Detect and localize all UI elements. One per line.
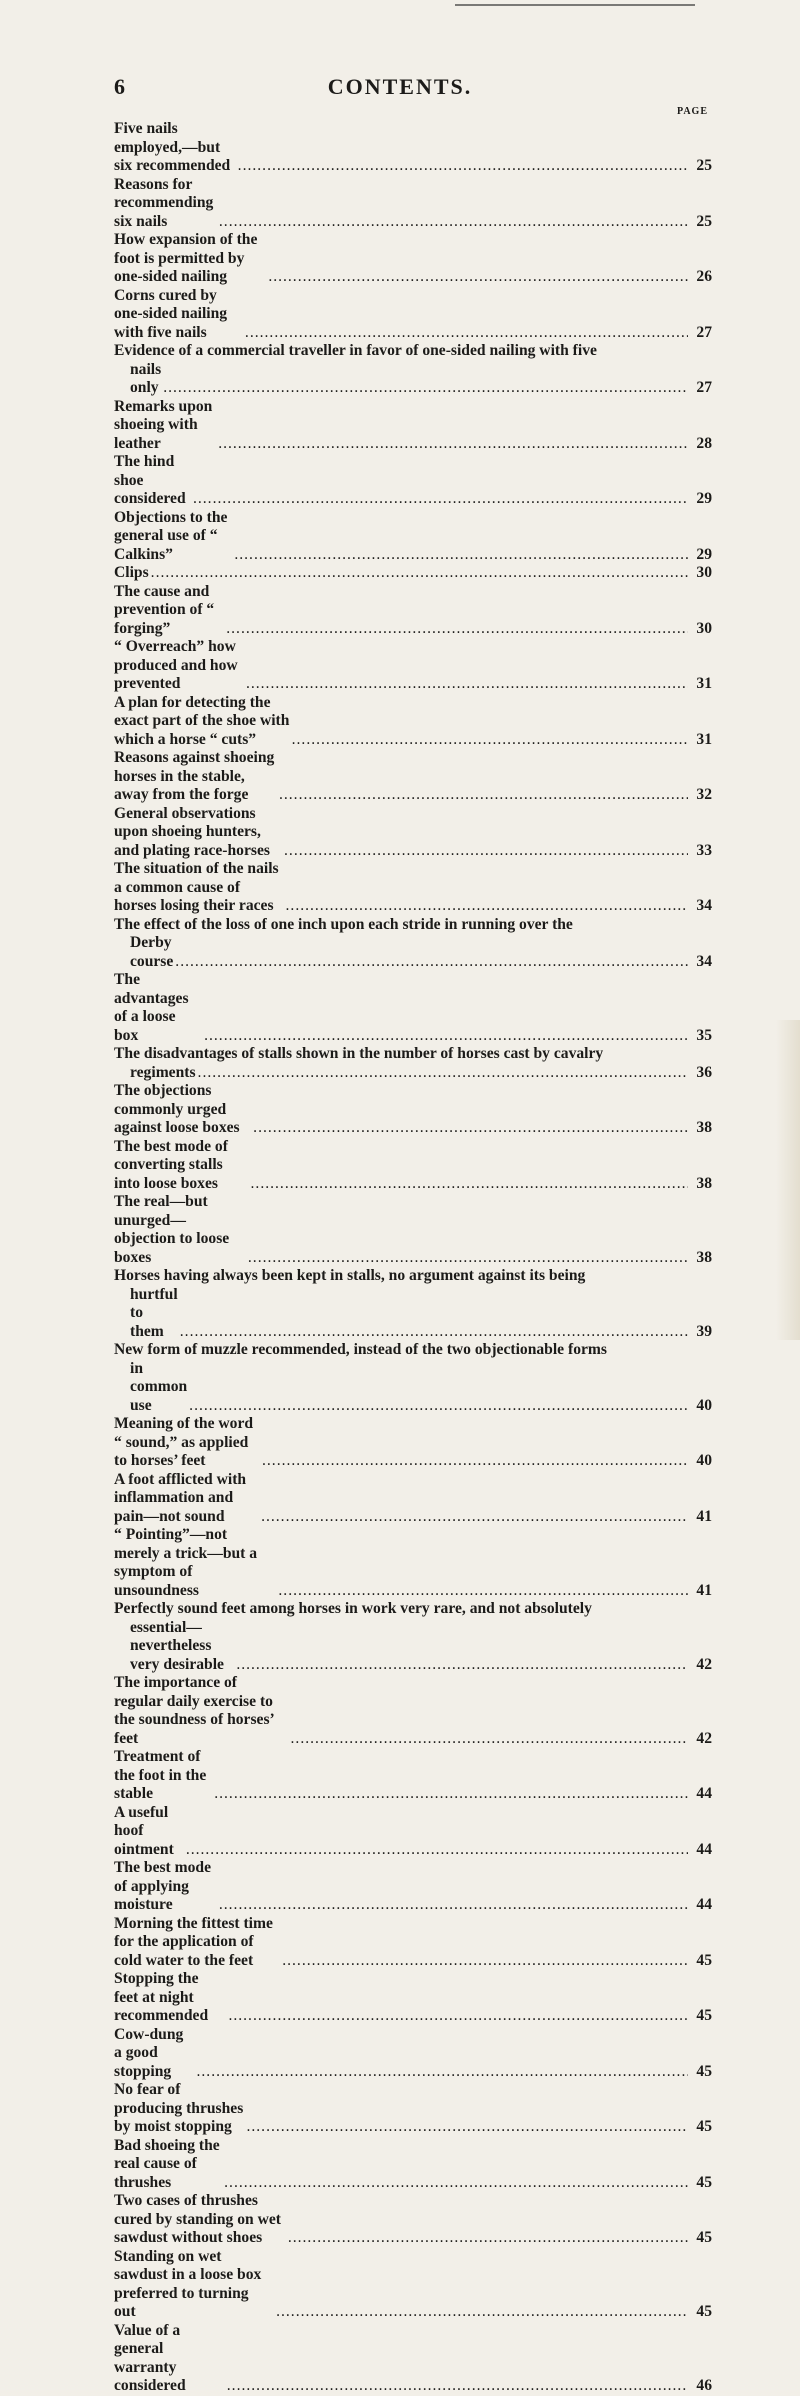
contents-entry [114, 749, 712, 805]
entry-row [114, 805, 712, 861]
dot-leader [204, 1027, 688, 1046]
dot-leader [224, 2174, 688, 2193]
entry-page-number: 33 [696, 841, 712, 859]
contents-entry [114, 231, 712, 287]
entry-text: Objections to the general use of “ Calkins” [114, 508, 228, 563]
entry-text: Corns cured by one-sided nailing with five nails [114, 286, 228, 341]
contents-entry [114, 805, 712, 861]
entry-text: The situation of the nails a common cause of horses losing their races [114, 860, 279, 914]
entry-row [114, 1360, 712, 1416]
entry-row [114, 860, 712, 916]
entry-page-number: 34 [696, 897, 712, 914]
entry-page-number: 32 [696, 786, 712, 803]
contents-entry [114, 287, 712, 343]
page-column-label: PAGE [676, 106, 708, 117]
contents-entry [114, 971, 712, 1045]
entry-row [114, 2137, 712, 2193]
dot-leader [186, 1841, 688, 1860]
entry-text: How expansion of the foot is permitted by one-sided nailing [114, 231, 258, 285]
entry-row [114, 1915, 712, 1971]
entry-page-number: 45 [696, 2229, 712, 2246]
page-header [0, 60, 800, 100]
contents-entry [114, 1045, 712, 1082]
entry-page-number: 40 [696, 1396, 712, 1414]
entry-row [114, 287, 712, 343]
entry-row [114, 934, 712, 971]
dot-leader [282, 1952, 688, 1971]
dot-leader [288, 2229, 688, 2248]
entry-page-number: 45 [696, 2062, 712, 2080]
entry-row [114, 2081, 712, 2137]
entry-text: Stopping the feet at night recommended [114, 1970, 209, 2024]
entry-row [114, 1471, 712, 1527]
entry-page-number: 45 [696, 2007, 712, 2024]
entry-row [114, 2248, 712, 2322]
entry-page-number: 38 [696, 1119, 712, 1136]
entry-text: Derby course [130, 934, 174, 970]
entry-row [114, 2192, 712, 2248]
entry-page-number: 38 [696, 1248, 712, 1266]
dot-leader [291, 1730, 688, 1749]
entry-page-number: 34 [696, 952, 712, 970]
entry-row [114, 1619, 712, 1675]
entry-row [114, 1138, 712, 1194]
entry-text: The best mode of applying moisture [114, 1859, 212, 1913]
entry-text: The hind shoe considered [114, 453, 186, 507]
contents-entry [114, 1970, 712, 2026]
dot-leader [253, 1119, 688, 1138]
entry-page-number: 45 [696, 1951, 712, 1969]
entry-text: Reasons against shoeing horses in the stable, away from the forge [114, 749, 275, 803]
entry-row [114, 749, 712, 805]
entry-page-number: 41 [696, 1507, 712, 1525]
entry-row [114, 583, 712, 639]
page-edge-stain [776, 1020, 800, 1340]
contents-entry [114, 638, 712, 694]
dot-leader [278, 1582, 688, 1601]
contents-entry [114, 1915, 712, 1971]
entry-text: The importance of regular daily exercise to the soundness of horses’ feet [114, 1674, 274, 1747]
entry-text: The real—but unurged—objection to loose boxes [114, 1193, 230, 1266]
dot-leader [286, 897, 688, 916]
entry-text-line: New form of muzzle recommended, instead of the two objectionable forms [114, 1341, 607, 1358]
entry-text: Meaning of the word “ sound,” as applied to horses’ feet [114, 1415, 254, 1469]
dot-leader [219, 1896, 688, 1915]
entry-row [114, 231, 712, 287]
entry-page-number: 27 [696, 379, 712, 396]
entry-text: The objections commonly urged against loose boxes [114, 1082, 240, 1136]
contents-entry [114, 1600, 712, 1674]
dot-leader [214, 1785, 688, 1804]
entry-page-number: 44 [696, 1896, 712, 1913]
dot-leader [276, 2303, 688, 2322]
contents-entry [114, 1138, 712, 1194]
entry-text: Treatment of the foot in the stable [114, 1748, 207, 1802]
contents-entry [114, 1415, 712, 1471]
entry-text: Reasons for recommending six nails [114, 175, 214, 230]
entry-page-number: 45 [696, 2173, 712, 2191]
entry-row [114, 1064, 712, 1083]
entry-text: A plan for detecting the exact part of the shoe with which a horse “ cuts” [114, 693, 290, 748]
contents-entry [114, 342, 712, 398]
entry-page-number: 38 [696, 1174, 712, 1192]
entry-page-number: 39 [696, 1322, 712, 1340]
entry-row [114, 694, 712, 750]
entry-text: hurtful to them [130, 1285, 178, 1340]
entry-page-number: 42 [696, 1729, 712, 1747]
entry-page-number: 46 [696, 2377, 712, 2394]
entry-page-number: 31 [696, 730, 712, 748]
entry-row [114, 398, 712, 454]
contents-entry [114, 1471, 712, 1527]
entry-text-line: Perfectly sound feet among horses in work very rare, and not absolutely [114, 1600, 592, 1617]
entry-row [114, 1804, 712, 1860]
entry-text: Bad shoeing the real cause of thrushes [114, 2136, 220, 2191]
dot-leader [268, 268, 688, 287]
contents-entry [114, 2081, 712, 2137]
entry-text: No fear of producing thrushes by moist stopping [114, 2081, 244, 2135]
entry-row [114, 361, 712, 398]
contents-entry [114, 694, 712, 750]
entry-page-number: 29 [696, 545, 712, 563]
entry-row [114, 2322, 712, 2396]
entry-text: nails only [130, 360, 162, 396]
running-title: CONTENTS. [327, 74, 473, 99]
entry-row [114, 453, 712, 509]
entry-row [114, 1970, 712, 2026]
entry-row [114, 120, 712, 176]
entry-row [114, 1526, 712, 1600]
top-rule [455, 4, 695, 6]
entry-page-number: 31 [696, 675, 712, 692]
contents-entry [114, 398, 712, 454]
dot-leader [226, 620, 688, 639]
dot-leader [197, 2063, 689, 2082]
dot-leader [248, 1249, 688, 1268]
entry-text: Five nails employed,—but six recommended [114, 120, 231, 174]
entry-row [114, 1193, 712, 1267]
entry-page-number: 25 [696, 157, 712, 174]
contents-entry [114, 1674, 712, 1748]
entry-page-number: 35 [696, 1026, 712, 1044]
entry-text: “ Overreach” how produced and how prevented [114, 638, 238, 692]
entry-page-number: 40 [696, 1452, 712, 1469]
entry-page-number: 28 [696, 434, 712, 452]
entry-page-number: 41 [696, 1581, 712, 1599]
entry-row [114, 2026, 712, 2082]
entry-text: regiments [130, 1063, 196, 1081]
entry-text-line: The disadvantages of stalls shown in the number of horses cast by cavalry [114, 1045, 604, 1062]
entry-page-number: 36 [696, 1063, 712, 1081]
dot-leader [151, 564, 688, 583]
entry-page-number: 25 [696, 212, 712, 230]
dot-leader [180, 1323, 688, 1342]
entry-row [114, 509, 712, 565]
contents-entry [114, 1082, 712, 1138]
dot-leader [246, 675, 688, 694]
contents-entry [114, 2026, 712, 2082]
entry-text: essential—nevertheless very desirable [130, 1618, 224, 1673]
entry-page-number: 30 [696, 619, 712, 637]
dot-leader [238, 157, 688, 176]
entry-text-line: Evidence of a commercial traveller in favor of one-sided nailing with five [114, 342, 597, 359]
page-number: 6 [114, 74, 125, 99]
entry-page-number: 44 [696, 1840, 712, 1858]
contents-entry [114, 1748, 712, 1804]
dot-leader [279, 786, 688, 805]
dot-leader [262, 1452, 688, 1471]
entry-row [114, 638, 712, 694]
contents-entry [114, 2322, 712, 2396]
entry-text: Clips [114, 564, 149, 581]
entry-text: Standing on wet sawdust in a loose box preferred to turning out [114, 2247, 262, 2320]
dot-leader [189, 1397, 688, 1416]
dot-leader [219, 213, 688, 232]
entry-page-number: 45 [696, 2118, 712, 2135]
entry-row [114, 564, 712, 583]
entry-page-number: 44 [696, 1785, 712, 1802]
entry-text: Remarks upon shoeing with leather [114, 397, 213, 452]
entry-row [114, 1082, 712, 1138]
entry-text: Two cases of thrushes cured by standing on wet sawdust without shoes [114, 2192, 281, 2246]
contents-entry [114, 120, 712, 176]
entry-text: Cow-dung a good stopping [114, 2025, 184, 2080]
contents-entry [114, 1267, 712, 1341]
contents-entry [114, 583, 712, 639]
contents-entry [114, 2248, 712, 2322]
entry-row [114, 1859, 712, 1915]
contents-entry [114, 2137, 712, 2193]
dot-leader [227, 2377, 688, 2396]
contents-entry [114, 2192, 712, 2248]
dot-leader [175, 953, 688, 972]
dot-leader [245, 324, 688, 343]
entry-text: The cause and prevention of “ forging” [114, 582, 215, 637]
entry-text: Value of a general warranty considered [114, 2321, 186, 2394]
dot-leader [246, 2118, 688, 2137]
entry-text: “ Pointing”—not merely a trick—but a symptom of unsoundness [114, 1526, 258, 1599]
dot-leader [198, 1064, 688, 1083]
dot-leader [292, 731, 688, 750]
entry-row [114, 1674, 712, 1748]
dot-leader [236, 1656, 688, 1675]
contents-entry [114, 453, 712, 509]
dot-leader [193, 490, 688, 509]
entry-page-number: 45 [696, 2303, 712, 2320]
contents-entry [114, 564, 712, 583]
contents-entry [114, 176, 712, 232]
contents-entry [114, 509, 712, 565]
entry-page-number: 26 [696, 268, 712, 285]
entry-row [114, 1286, 712, 1342]
dot-leader [234, 546, 688, 565]
entry-row [114, 971, 712, 1045]
dot-leader [251, 1175, 688, 1194]
entry-text: The best mode of converting stalls into loose boxes [114, 1137, 228, 1192]
entry-row [114, 176, 712, 232]
entry-row [114, 1748, 712, 1804]
entry-page-number: 27 [696, 323, 712, 341]
entry-page-number: 29 [696, 490, 712, 507]
contents-entry [114, 860, 712, 916]
dot-leader [228, 2007, 688, 2026]
contents-entry [114, 1859, 712, 1915]
entry-text: in common use [130, 1359, 188, 1414]
dot-leader [163, 379, 688, 398]
contents-entry [114, 1341, 712, 1415]
entry-text: A foot afflicted with inflammation and pain—not sound [114, 1470, 247, 1525]
dot-leader [218, 435, 688, 454]
contents-entry [114, 1526, 712, 1600]
entry-text-line: Horses having always been kept in stalls, no argument against its being [114, 1267, 586, 1284]
entry-text: General observations upon shoeing hunters, and plating race-horses [114, 804, 270, 859]
contents-entry [114, 1804, 712, 1860]
entry-page-number: 30 [696, 564, 712, 581]
contents-entry [114, 1193, 712, 1267]
entry-text: The advantages of a loose box [114, 971, 189, 1044]
entry-text: Morning the fittest time for the application of cold water to the feet [114, 1914, 273, 1969]
contents-list [114, 120, 712, 2396]
contents-entry [114, 916, 712, 972]
entry-row [114, 1415, 712, 1471]
dot-leader [284, 842, 688, 861]
entry-text-line: The effect of the loss of one inch upon each stride in running over the [114, 915, 573, 933]
entry-text: A useful hoof ointment [114, 1803, 174, 1858]
entry-page-number: 42 [696, 1655, 712, 1673]
dot-leader [261, 1508, 688, 1527]
